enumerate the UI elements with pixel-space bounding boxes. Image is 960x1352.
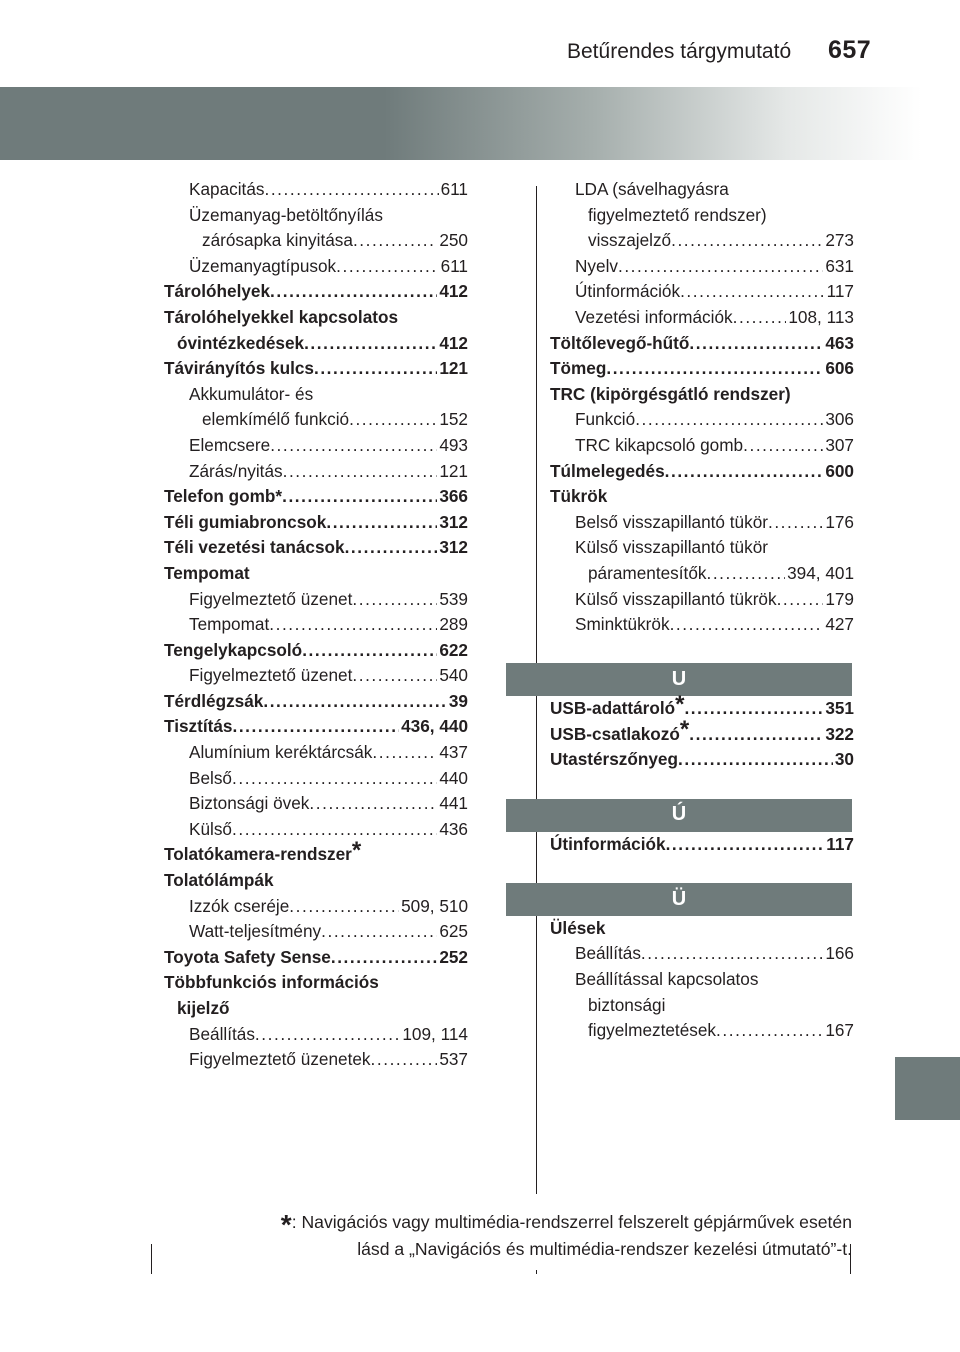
entry-label xyxy=(164,714,232,740)
entry-page-ref: 366 xyxy=(439,486,468,507)
footnote xyxy=(200,1205,852,1263)
index-entry xyxy=(550,510,854,536)
entry-label xyxy=(575,407,635,433)
entry-label xyxy=(550,832,666,858)
index-entry xyxy=(164,919,468,945)
entry-label-text: visszajelző xyxy=(588,230,672,251)
index-entry xyxy=(550,254,854,280)
entry-label-text: Ülések xyxy=(550,917,606,938)
entry-page-ref: 463 xyxy=(825,332,854,353)
entry-label-text: Sminktükrök xyxy=(575,614,670,635)
dot-leader xyxy=(716,1018,823,1044)
entry-label xyxy=(588,1018,716,1044)
entry-page-ref: 394, 401 xyxy=(787,562,854,583)
entry-label-text: Funkció xyxy=(575,409,636,430)
dot-leader xyxy=(263,689,447,715)
entry-page-ref: 436 xyxy=(439,818,468,839)
entry-label xyxy=(164,484,282,510)
index-entry xyxy=(550,407,854,433)
entry-label xyxy=(575,254,618,280)
entry-label-text: Külső visszapillantó tükrök xyxy=(575,588,777,609)
entry-label xyxy=(189,1022,255,1048)
index-entry xyxy=(164,714,468,740)
entry-label-text: Tolatólámpák xyxy=(164,870,274,891)
entry-label-text: Tolatókamera-rendszer xyxy=(164,844,352,865)
index-entry xyxy=(550,690,854,722)
chapter-thumb-tab xyxy=(895,1057,960,1120)
footnote-line-1 xyxy=(200,1205,852,1240)
entry-label xyxy=(588,993,665,1019)
margin-mark-center xyxy=(536,1270,537,1274)
dot-leader xyxy=(336,254,438,280)
entry-label xyxy=(189,433,270,459)
entry-page-ref: 540 xyxy=(439,665,468,686)
entry-label-text: biztonsági xyxy=(588,994,666,1015)
entry-label-text: elemkímélő funkció xyxy=(202,409,350,430)
entry-label xyxy=(202,407,349,433)
index-entry xyxy=(550,832,854,858)
entry-label-text: Útinformációk xyxy=(575,281,681,302)
entry-label-text: óvintézkedések xyxy=(177,332,305,353)
entry-page-ref: 289 xyxy=(439,614,468,635)
section-header-u: U xyxy=(506,663,852,696)
dot-leader xyxy=(680,279,825,305)
index-entry xyxy=(164,817,468,843)
index-entry xyxy=(164,356,468,382)
dot-leader xyxy=(689,331,823,357)
entry-label xyxy=(588,228,671,254)
entry-page-ref: 611 xyxy=(440,255,468,276)
entry-label xyxy=(164,356,314,382)
entry-label-text: Üzemanyag-betöltőnyílás xyxy=(189,204,383,225)
dot-leader xyxy=(232,714,399,740)
footnote-star: * xyxy=(280,1209,292,1240)
entry-label xyxy=(164,279,270,305)
entry-label-text: Tömeg xyxy=(550,358,607,379)
entry-page-ref: 412 xyxy=(439,281,468,302)
entry-label-text: Utastérszőnyeg xyxy=(550,749,678,770)
entry-page-ref: 441 xyxy=(439,793,468,814)
entry-label xyxy=(575,612,670,638)
entry-label-text: Izzók cseréje xyxy=(189,895,290,916)
entry-label xyxy=(575,587,777,613)
entry-page-ref: 176 xyxy=(825,511,854,532)
index-entry xyxy=(164,766,468,792)
entry-label xyxy=(189,1047,371,1073)
index-entry xyxy=(164,331,468,357)
entry-label-text: Tükrök xyxy=(550,486,608,507)
entry-label-text: TRC kikapcsoló gomb xyxy=(575,434,744,455)
entry-page-ref: 322 xyxy=(825,723,854,744)
index-entry xyxy=(164,894,468,920)
entry-label xyxy=(575,177,729,203)
index-entry xyxy=(550,459,854,485)
dot-leader xyxy=(282,484,437,510)
entry-label-text: Vezetési információk xyxy=(575,306,733,327)
entry-label xyxy=(575,510,768,536)
dot-leader xyxy=(314,356,437,382)
index-entry xyxy=(550,305,854,331)
entry-label xyxy=(189,894,289,920)
entry-page-ref: 625 xyxy=(439,921,468,942)
dot-leader xyxy=(289,894,399,920)
dot-leader xyxy=(733,305,787,331)
dot-leader xyxy=(606,356,823,382)
entry-page-ref: 312 xyxy=(439,511,468,532)
entry-label xyxy=(588,203,767,229)
dot-leader xyxy=(666,832,825,858)
entry-label-text: Tempomat xyxy=(189,614,270,635)
entry-page-ref: 306 xyxy=(825,409,854,430)
dot-leader xyxy=(302,638,437,664)
entry-label xyxy=(550,331,689,357)
entry-label-text: Alumínium keréktárcsák xyxy=(189,742,373,763)
dot-leader xyxy=(678,747,833,773)
entry-label-text: Toyota Safety Sense xyxy=(164,946,331,967)
index-entry xyxy=(550,535,854,561)
entry-label-text: Tempomat xyxy=(164,562,250,583)
index-entry xyxy=(164,868,468,894)
dot-leader xyxy=(352,587,437,613)
dot-leader xyxy=(232,766,437,792)
dot-leader xyxy=(635,407,823,433)
dot-leader xyxy=(321,919,437,945)
entry-page-ref: 108, 113 xyxy=(788,306,854,327)
dot-leader xyxy=(618,254,823,280)
entry-label-text: Többfunkciós információs xyxy=(164,972,379,993)
index-entry xyxy=(164,561,468,587)
entry-label xyxy=(177,331,304,357)
index-entry xyxy=(550,561,854,587)
entry-label xyxy=(575,305,733,331)
entry-page-ref: 121 xyxy=(439,460,468,481)
entry-label xyxy=(164,510,326,536)
margin-mark-left xyxy=(151,1244,152,1274)
entry-label xyxy=(189,587,352,613)
entry-label-text: Figyelmeztető üzenetek xyxy=(189,1049,371,1070)
entry-label xyxy=(164,945,331,971)
index-entry xyxy=(550,331,854,357)
entry-page-ref: 121 xyxy=(439,358,468,379)
index-entry xyxy=(164,740,468,766)
entry-label xyxy=(164,689,263,715)
index-entry xyxy=(550,1018,854,1044)
entry-label xyxy=(550,716,690,748)
entry-label-text: Térdlégzsák xyxy=(164,690,264,711)
section-header-u-umlaut: Ü xyxy=(506,883,852,916)
index-entry xyxy=(550,967,854,993)
index-entry xyxy=(164,1022,468,1048)
entry-label xyxy=(189,612,269,638)
entry-label-text: Figyelmeztető üzenet xyxy=(189,665,353,686)
entry-label-text: Téli gumiabroncsok xyxy=(164,511,327,532)
entry-label xyxy=(164,970,379,996)
entry-label-text: Zárás/nyitás xyxy=(189,460,283,481)
entry-label-text: Nyelv xyxy=(575,255,618,276)
entry-label xyxy=(189,203,383,229)
index-entry xyxy=(164,945,468,971)
entry-label-text: Külső xyxy=(189,818,232,839)
entry-label-text: Külső visszapillantó tükör xyxy=(575,537,768,558)
entry-label-text: Beállítás xyxy=(189,1023,255,1044)
index-entry xyxy=(164,433,468,459)
entry-label xyxy=(189,382,313,408)
entry-label-text: USB-csatlakozó xyxy=(550,723,680,744)
index-entry xyxy=(164,996,468,1022)
index-entry xyxy=(164,791,468,817)
index-column-right xyxy=(550,177,854,1044)
entry-label xyxy=(575,279,680,305)
dot-leader xyxy=(283,459,438,485)
dot-leader xyxy=(768,510,823,536)
entry-label xyxy=(575,433,743,459)
index-entry xyxy=(550,228,854,254)
header-title: Betűrendes tárgymutató xyxy=(567,40,792,63)
entry-label xyxy=(550,459,665,485)
entry-label-text: Beállítással kapcsolatos xyxy=(575,969,759,990)
entry-label-text: Akkumulátor- és xyxy=(189,383,314,404)
entry-label-text: kijelző xyxy=(177,998,230,1018)
entry-page-ref: 166 xyxy=(825,943,854,964)
index-entry xyxy=(550,484,854,510)
index-entry xyxy=(164,305,468,331)
entry-label xyxy=(164,561,250,587)
entry-label xyxy=(189,663,352,689)
index-entry xyxy=(164,689,468,715)
entry-label xyxy=(550,356,606,382)
entry-label-text: USB-adattároló xyxy=(550,698,676,719)
dot-leader xyxy=(352,663,437,689)
dot-leader xyxy=(264,177,438,203)
entry-label-text: figyelmeztető rendszer) xyxy=(588,204,767,225)
entry-label-text: Tárolóhelyekkel kapcsolatos xyxy=(164,306,399,327)
index-entry xyxy=(550,356,854,382)
entry-page-ref: 117 xyxy=(826,281,854,302)
entry-label xyxy=(189,459,283,485)
index-entry xyxy=(550,177,854,203)
entry-label-text: Túlmelegedés xyxy=(550,460,665,481)
index-entry xyxy=(164,970,468,996)
index-column-left xyxy=(164,177,468,1073)
entry-label-text: Kapacitás xyxy=(189,179,265,199)
index-entry xyxy=(164,228,468,254)
entry-label xyxy=(189,177,264,203)
index-entry xyxy=(164,279,468,305)
index-entry xyxy=(550,916,854,942)
entry-label xyxy=(164,836,362,868)
entry-label xyxy=(189,766,232,792)
entry-label-text: figyelmeztetések xyxy=(588,1020,717,1041)
entry-label xyxy=(189,740,372,766)
section-header-u-acute: Ú xyxy=(506,799,852,832)
dot-leader xyxy=(331,945,437,971)
index-entry xyxy=(550,612,854,638)
index-entry xyxy=(164,484,468,510)
footnote-marker: * xyxy=(679,716,690,744)
entry-label xyxy=(164,868,274,894)
entry-page-ref: 307 xyxy=(825,434,854,455)
entry-label-text: Tisztítás xyxy=(164,716,233,737)
entry-page-ref: 39 xyxy=(448,690,468,711)
index-entry xyxy=(164,663,468,689)
index-entry xyxy=(550,941,854,967)
index-entry xyxy=(164,254,468,280)
dot-leader xyxy=(689,722,823,748)
entry-label-text: Töltőlevegő-hűtő xyxy=(550,332,690,353)
index-entry xyxy=(164,459,468,485)
entry-page-ref: 250 xyxy=(439,230,468,251)
entry-label xyxy=(164,305,398,331)
entry-page-ref: 152 xyxy=(439,409,468,430)
entry-label-text: LDA (sávelhagyásra xyxy=(575,179,729,199)
dot-leader xyxy=(270,433,437,459)
entry-page-ref: 312 xyxy=(439,537,468,558)
entry-page-ref: 117 xyxy=(826,833,854,854)
dot-leader xyxy=(371,1047,438,1073)
entry-label-text: Üzemanyagtípusok xyxy=(189,255,337,276)
dot-leader xyxy=(743,433,823,459)
index-entry xyxy=(550,279,854,305)
entry-page-ref: 440 xyxy=(439,767,468,788)
entry-page-ref: 351 xyxy=(825,698,854,719)
dot-leader xyxy=(671,228,823,254)
dot-leader xyxy=(353,228,437,254)
dot-leader xyxy=(349,407,437,433)
entry-label xyxy=(550,690,685,722)
entry-label-text: Tengelykapcsoló xyxy=(164,639,303,660)
index-entry xyxy=(550,382,854,408)
entry-label xyxy=(575,535,768,561)
entry-page-ref: 30 xyxy=(834,749,854,770)
entry-page-ref: 167 xyxy=(825,1020,854,1041)
index-entry xyxy=(550,433,854,459)
entry-label xyxy=(550,747,678,773)
dot-leader xyxy=(309,791,437,817)
entry-label-text: Távirányítós kulcs xyxy=(164,358,314,379)
entry-page-ref: 493 xyxy=(439,434,468,455)
entry-label-text: Figyelmeztető üzenet xyxy=(189,588,353,609)
entry-page-ref: 622 xyxy=(439,639,468,660)
entry-page-ref: 412 xyxy=(439,332,468,353)
entry-label-text: TRC (kipörgésgátló rendszer) xyxy=(550,383,791,404)
index-entry xyxy=(164,612,468,638)
entry-label-text: Biztonsági övek xyxy=(189,793,310,814)
entry-label-text: Tárolóhelyek xyxy=(164,281,271,302)
dot-leader xyxy=(665,459,824,485)
entry-page-ref: 436, 440 xyxy=(401,716,468,737)
entry-label-text: Telefon gomb* xyxy=(164,486,283,507)
entry-page-ref: 273 xyxy=(825,230,854,251)
entry-page-ref: 427 xyxy=(825,614,854,635)
index-entry xyxy=(550,716,854,748)
footnote-text-1: : Navigációs vagy multimédia-rendszerrel felszerelt gépjárművek esetén xyxy=(291,1212,852,1232)
index-entry xyxy=(550,993,854,1019)
entry-label xyxy=(588,561,706,587)
entry-label xyxy=(575,967,758,993)
entry-page-ref: 600 xyxy=(825,460,854,481)
dot-leader xyxy=(345,535,438,561)
entry-label xyxy=(550,484,607,510)
index-entry xyxy=(164,407,468,433)
dot-leader xyxy=(684,696,823,722)
entry-page-ref: 631 xyxy=(825,255,854,276)
entry-label xyxy=(189,919,321,945)
entry-page-ref: 179 xyxy=(825,588,854,609)
entry-page-ref: 437 xyxy=(439,742,468,763)
entry-label-text: Beállítás xyxy=(575,943,641,964)
dot-leader xyxy=(326,510,437,536)
dot-leader xyxy=(269,612,437,638)
dot-leader xyxy=(232,817,437,843)
dot-leader xyxy=(777,587,824,613)
index-entry xyxy=(550,587,854,613)
entry-label xyxy=(177,996,230,1022)
entry-label-text: Útinformációk xyxy=(550,833,666,854)
dot-leader xyxy=(255,1022,400,1048)
entry-page-ref: 537 xyxy=(439,1049,468,1070)
entry-label-text: Elemcsere xyxy=(189,434,271,455)
dot-leader xyxy=(270,279,437,305)
index-entry xyxy=(164,535,468,561)
entry-label-text: Belső visszapillantó tükör xyxy=(575,511,768,532)
entry-page-ref: 606 xyxy=(825,358,854,379)
footnote-line-2: lásd a „Navigációs és multimédia-rendszer kezelési útmutató”-t. xyxy=(357,1239,852,1259)
footnote-marker: * xyxy=(351,836,362,864)
index-entry xyxy=(164,1047,468,1073)
index-entry xyxy=(164,382,468,408)
entry-label xyxy=(164,535,345,561)
dot-leader xyxy=(670,612,824,638)
index-entry xyxy=(164,638,468,664)
index-entry xyxy=(164,177,468,203)
entry-label-text: páramentesítők xyxy=(588,562,707,583)
entry-label-text: Téli vezetési tanácsok xyxy=(164,537,345,558)
footnote-marker: * xyxy=(675,690,685,718)
entry-label xyxy=(164,638,302,664)
entry-label-text: Belső xyxy=(189,767,232,788)
entry-page-ref: 539 xyxy=(439,588,468,609)
entry-label-text: zárósapka kinyitása xyxy=(202,230,353,251)
index-entry xyxy=(164,836,468,868)
index-entry xyxy=(164,203,468,229)
header-band xyxy=(0,87,960,160)
entry-label xyxy=(550,382,791,408)
entry-page-ref: 252 xyxy=(439,946,468,967)
entry-label xyxy=(189,817,232,843)
entry-page-ref: 509, 510 xyxy=(401,895,468,916)
index-entry xyxy=(550,203,854,229)
dot-leader xyxy=(304,331,437,357)
entry-label-text: Watt-teljesítmény xyxy=(189,921,322,942)
entry-label xyxy=(575,941,641,967)
entry-page-ref: 611 xyxy=(440,179,468,199)
entry-label xyxy=(202,228,353,254)
index-entry xyxy=(164,587,468,613)
entry-label xyxy=(189,254,336,280)
index-entry xyxy=(164,510,468,536)
entry-label xyxy=(189,791,309,817)
dot-leader xyxy=(706,561,785,587)
dot-leader xyxy=(641,941,823,967)
page-number: 657 xyxy=(828,36,872,64)
entry-page-ref: 109, 114 xyxy=(402,1023,468,1044)
dot-leader xyxy=(372,740,437,766)
entry-label xyxy=(550,916,605,942)
index-entry xyxy=(550,747,854,773)
